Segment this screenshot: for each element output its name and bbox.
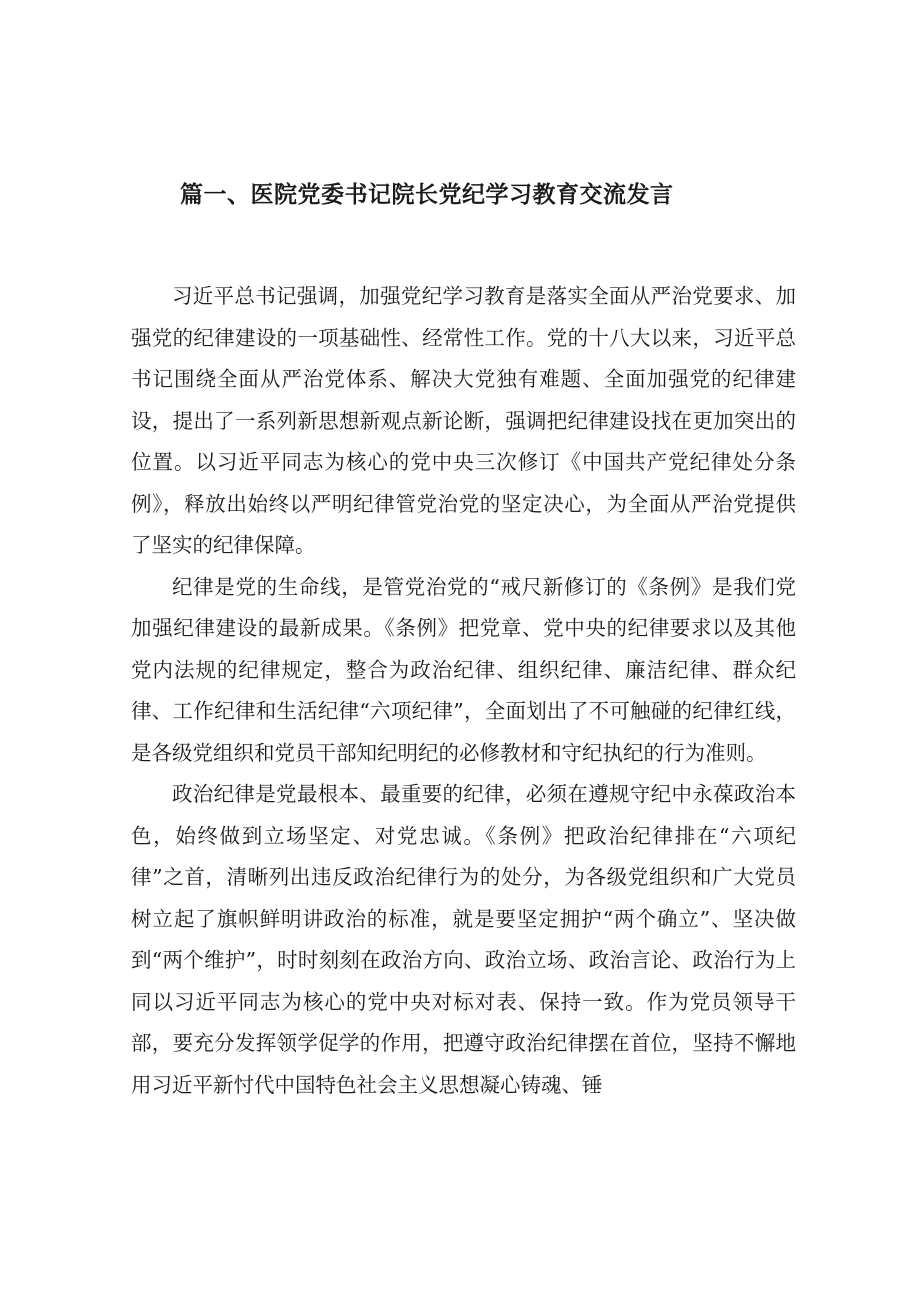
paragraph: 纪律是党的生命线，是管党治党的“戒尺新修订的《条例》是我们党加强纪律建设的最新成果。《条例》把党章、党中央的纪律要求以及其他党内法规的纪律规定，整合为政治纪律、组织纪律、廉洁纪律、群众纪律、工作纪律和生活纪律“六项纪律”，全面划出了不可触碰的纪律红线，是各级党组织和党员干部知纪明纪的必修教材和守纪执纪的行为准则。 xyxy=(131,574,796,765)
document-body xyxy=(131,276,796,1106)
paragraph: 习近平总书记强调，加强党纪学习教育是落实全面从严治党要求、加强党的纪律建设的一项基础性、经常性工作。党的十八大以来，习近平总书记围绕全面从严治党体系、解决大党独有难题、全面加强党的纪律建设，提出了一系列新思想新观点新论断，强调把纪律建设找在更加突出的位置。以习近平同志为核心的党中央三次修订《中国共产党纪律处分条例》，释放出始终以严明纪律管党治党的坚定决心，为全面从严治党提供了坚实的纪律保障。 xyxy=(131,284,796,557)
paragraph: 政治纪律是党最根本、最重要的纪律，必须在遵规守纪中永葆政治本色，始终做到立场坚定、对党忠诚。《条例》把政治纪律排在“六项纪律”之首，清晰列出违反政治纪律行为的处分，为各级党组织和广大党员树立起了旗帜鲜明讲政治的标准，就是要坚定拥护“两个确立”、坚决做到“两个维护”，时时刻刻在政治方向、政治立场、政治言论、政治行为上同以习近平同志为核心的党中央对标对表、保持一致。作为党员领导干部，要充分发挥领学促学的作用，把遵守政治纪律摆在首位，坚持不懈地用习近平新忖代中国特色社会主义思想凝心铸魂、锤 xyxy=(131,782,796,1097)
document-title: 篇一、医院党委书记院长党纪学习教育交流发言 xyxy=(180,182,674,208)
